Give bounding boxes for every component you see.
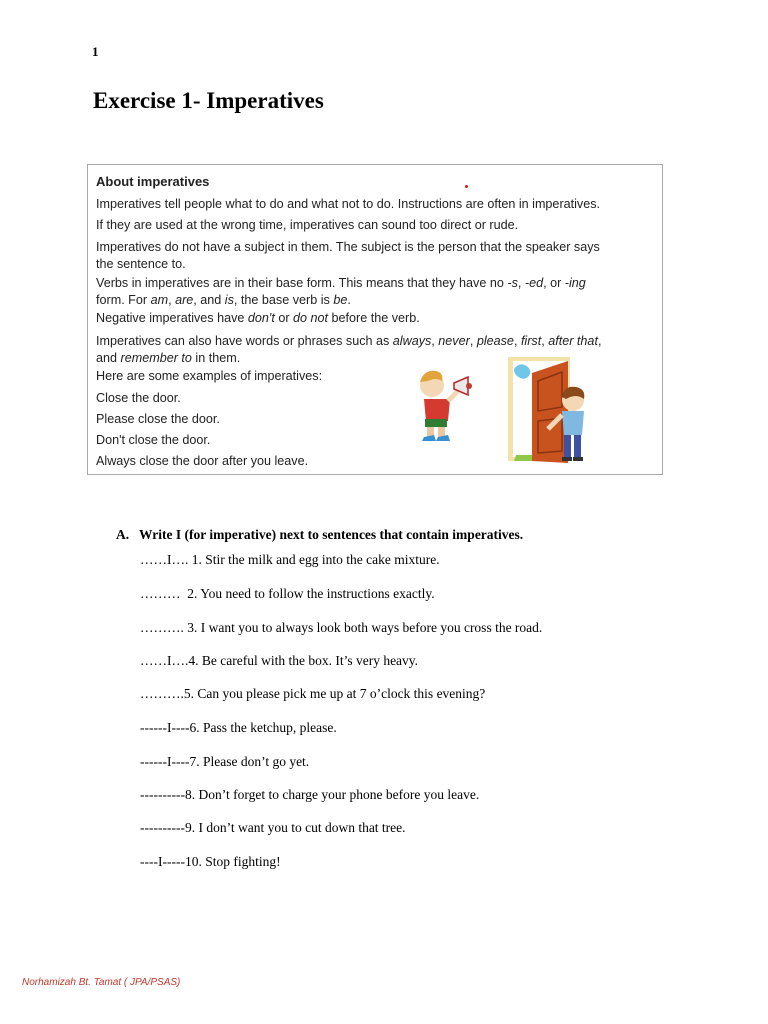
info-paragraph: Here are some examples of imperatives:	[96, 369, 323, 383]
box-heading: About imperatives	[96, 174, 210, 189]
text-run: , and	[193, 293, 225, 307]
text-run: Imperatives can also have words or phrases such as	[96, 334, 393, 348]
exercise-item: ……I….4. Be careful with the box. It’s very heavy.	[140, 653, 419, 668]
text-run: Verbs in imperatives are in their base form. This means that they have no	[96, 276, 508, 290]
text-run: don't	[247, 311, 275, 325]
text-run: are	[175, 293, 194, 307]
section-instruction: Write I (for imperative) next to sentences that contain imperatives.	[139, 527, 524, 542]
boy-with-megaphone	[420, 371, 472, 441]
text-run: never	[438, 334, 470, 348]
text-run: first	[520, 334, 542, 348]
text-run: do not	[293, 311, 329, 325]
text-run: ,	[431, 334, 439, 348]
info-paragraph: If they are used at the wrong time, imperatives can sound too direct or rude.	[96, 218, 519, 232]
text-run: remember to	[120, 351, 192, 365]
info-line	[96, 333, 656, 350]
info-line	[96, 275, 656, 292]
info-paragraph	[96, 239, 656, 273]
author-footer: Norhamizah Bt. Tamat ( JPA/PSAS)	[22, 977, 181, 988]
exercise-item: ----------9. I don’t want you to cut down that tree.	[140, 820, 406, 835]
exercise-item: ……….5. Can you please pick me up at 7 o’clock this evening?	[140, 686, 486, 701]
exercise-item: ………. 3. I want you to always look both ways before you cross the road.	[140, 620, 543, 635]
text-run: , or	[543, 276, 565, 290]
text-run: ,	[513, 334, 521, 348]
info-paragraph: Imperatives tell people what to do and what not to do. Instructions are often in imperatives.	[96, 197, 601, 211]
text-run: ,	[597, 334, 602, 348]
text-run: is	[224, 293, 234, 307]
info-line	[96, 292, 656, 309]
exercise-item: ------I----7. Please don’t go yet.	[140, 754, 310, 769]
exercise-item: ------I----6. Pass the ketchup, please.	[140, 720, 337, 735]
text-run: after that	[548, 334, 598, 348]
section-a-heading	[116, 527, 523, 543]
text-run: ,	[469, 334, 477, 348]
text-run: always	[392, 334, 432, 348]
text-run: ,	[168, 293, 176, 307]
text-run: Negative imperatives have	[96, 311, 248, 325]
example-sentence: Please close the door.	[96, 412, 220, 426]
example-sentence: Always close the door after you leave.	[96, 454, 309, 468]
section-letter: A.	[116, 527, 130, 542]
page-title: Exercise 1- Imperatives	[93, 88, 324, 113]
text-run: be	[333, 293, 348, 307]
text-run: -ing	[564, 276, 586, 290]
exercise-item: ……I…. 1. Stir the milk and egg into the cake mixture.	[140, 552, 440, 567]
example-sentence: Don't close the door.	[96, 433, 211, 447]
text-run: ,	[541, 334, 549, 348]
text-run: .	[347, 293, 351, 307]
text-run: in them.	[191, 351, 241, 365]
text-run: please	[476, 334, 514, 348]
page-number: 1	[92, 44, 99, 59]
info-paragraph	[96, 275, 656, 309]
info-line: Imperatives do not have a subject in them. The subject is the person that the speaker says	[96, 240, 600, 254]
text-run: am	[150, 293, 169, 307]
text-run: before the verb.	[328, 311, 420, 325]
door	[508, 357, 570, 463]
exercise-item: ……… 2. You need to follow the instructions exactly.	[140, 586, 435, 601]
example-sentence: Close the door.	[96, 391, 181, 405]
info-paragraph	[96, 310, 656, 327]
red-dot-mark	[465, 185, 468, 188]
text-run: , the base verb is	[233, 293, 334, 307]
text-run: -s	[507, 276, 518, 290]
kids-door-illustration	[410, 355, 660, 467]
info-line: the sentence to.	[96, 257, 186, 271]
text-run: or	[274, 311, 294, 325]
text-run: ,	[517, 276, 525, 290]
about-imperatives-box	[87, 164, 663, 475]
text-run: form. For	[96, 293, 151, 307]
exercise-item: ----I-----10. Stop fighting!	[140, 854, 281, 869]
text-run: and	[96, 351, 121, 365]
text-run: -ed	[524, 276, 544, 290]
exercise-item: ----------8. Don’t forget to charge your phone before you leave.	[140, 787, 480, 802]
